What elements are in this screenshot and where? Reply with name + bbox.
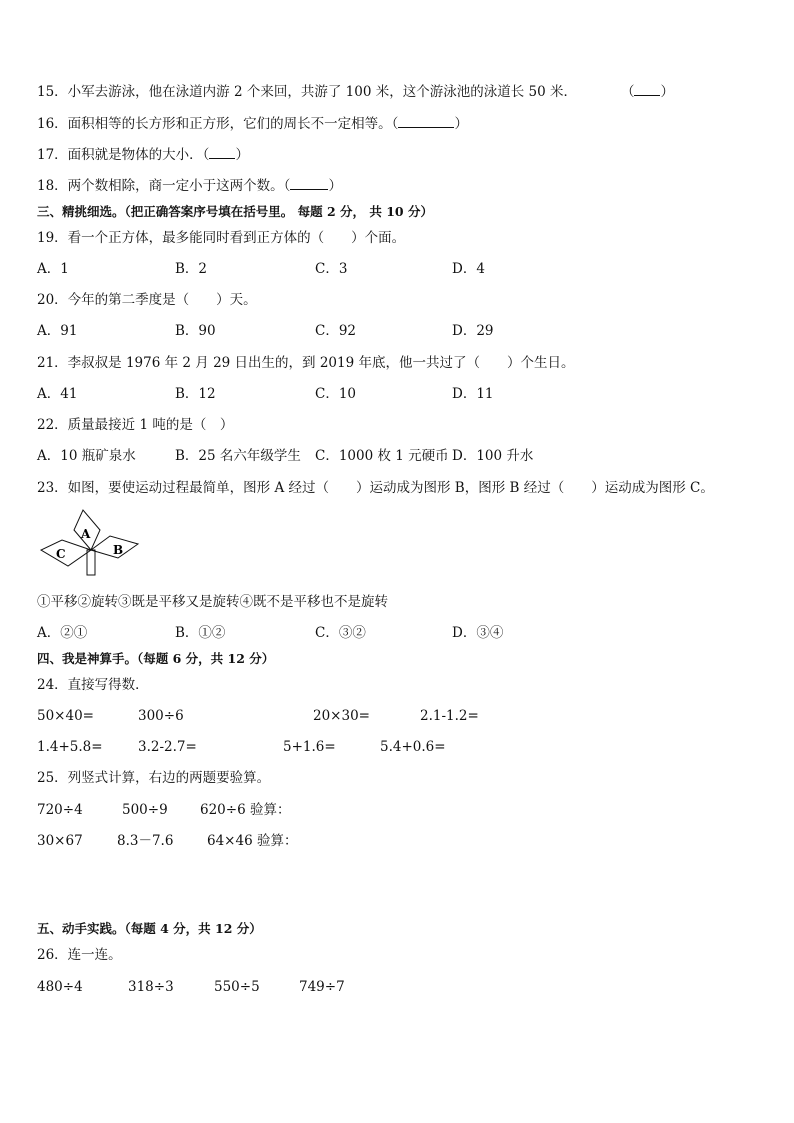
expression: 480÷4 xyxy=(37,979,83,995)
option-b[interactable]: B．25 名六年级学生 xyxy=(175,448,301,464)
expression: 620÷6 验算： xyxy=(200,802,291,818)
expression: 720÷4 xyxy=(37,802,83,818)
option-d[interactable]: D．③④ xyxy=(452,625,504,641)
section-4-title: 四、我是神算手。（每题 6 分，共 12 分） xyxy=(37,651,275,666)
expression: 1.4+5.8= xyxy=(37,739,103,755)
question-18-text: 18．两个数相除，商一定小于这两个数。（ xyxy=(37,178,291,194)
question-18: 18．两个数相除，商一定小于这两个数。（ ） xyxy=(37,178,342,194)
expression: 5+1.6= xyxy=(283,739,336,755)
rotation-figure xyxy=(38,508,142,578)
option-d[interactable]: D．4 xyxy=(452,261,485,277)
question-23-text: 23．如图，要使运动过程最简单，图形 A 经过（ ）运动成为图形 B，图形 B 经过（ ）运动成为图形 C。 xyxy=(37,480,714,496)
label-c: C xyxy=(56,547,66,561)
label-a: A xyxy=(81,527,91,541)
expression: 318÷3 xyxy=(128,979,174,995)
section-3-title: 三、精挑细选。（把正确答案序号填在括号里。 每题 2 分， 共 10 分） xyxy=(37,204,433,219)
question-22-text: 22．质量最接近 1 吨的是（ ） xyxy=(37,417,234,433)
answer-blank[interactable] xyxy=(290,177,328,190)
answer-blank[interactable] xyxy=(634,83,660,96)
option-a[interactable]: A．10 瓶矿泉水 xyxy=(37,448,136,464)
option-b[interactable]: B．12 xyxy=(175,386,216,402)
option-d[interactable]: D．11 xyxy=(452,386,494,402)
question-20-text: 20．今年的第二季度是（ ）天。 xyxy=(37,292,257,308)
expression: 300÷6 xyxy=(138,708,184,724)
question-19-text: 19．看一个正方体，最多能同时看到正方体的（ ）个面。 xyxy=(37,230,406,246)
stand-rectangle xyxy=(87,550,95,575)
expression: 5.4+0.6= xyxy=(380,739,446,755)
question-16: 16．面积相等的长方形和正方形，它们的周长不一定相等。（ ） xyxy=(37,116,468,132)
answer-blank[interactable] xyxy=(209,146,235,159)
option-a[interactable]: A．②① xyxy=(37,625,88,641)
option-c[interactable]: C．10 xyxy=(315,386,357,402)
option-d[interactable]: D．29 xyxy=(452,323,494,339)
expression: 2.1-1.2= xyxy=(420,708,479,724)
label-b: B xyxy=(113,543,124,557)
expression: 749÷7 xyxy=(299,979,345,995)
question-17: 17．面积就是物体的大小．（ ） xyxy=(37,147,249,163)
question-15-text: 15．小军去游泳，他在泳道内游 2 个来回，共游了 100 米，这个游泳池的泳道长 50 米． xyxy=(37,84,577,100)
option-a[interactable]: A．91 xyxy=(37,323,78,339)
expression: 64×46 验算： xyxy=(207,833,298,849)
expression: 20×30= xyxy=(313,708,370,724)
option-d[interactable]: D．100 升水 xyxy=(452,448,534,464)
question-24-text: 24．直接写得数． xyxy=(37,677,149,693)
question-17-text: 17．面积就是物体的大小．（ xyxy=(37,147,210,163)
q23-choices: ①平移②旋转③既是平移又是旋转④既不是平移也不是旋转 xyxy=(37,594,388,610)
option-c[interactable]: C．③② xyxy=(315,625,366,641)
expression: 30×67 xyxy=(37,833,83,849)
section-5-title: 五、动手实践。（每题 4 分，共 12 分） xyxy=(37,921,262,936)
option-c[interactable]: C．3 xyxy=(315,261,348,277)
question-15: 15．小军去游泳，他在泳道内游 2 个来回，共游了 100 米，这个游泳池的泳道长 50 米． （ ） xyxy=(37,84,674,100)
expression: 500÷9 xyxy=(122,802,168,818)
shape-c xyxy=(41,540,91,566)
option-b[interactable]: B．①② xyxy=(175,625,226,641)
expression: 50×40= xyxy=(37,708,94,724)
expression: 8.3－7.6 xyxy=(117,833,174,849)
expression: 550÷5 xyxy=(214,979,260,995)
option-b[interactable]: B．2 xyxy=(175,261,208,277)
answer-blank[interactable] xyxy=(398,115,454,128)
option-c[interactable]: C．92 xyxy=(315,323,357,339)
question-16-text: 16．面积相等的长方形和正方形，它们的周长不一定相等。（ xyxy=(37,116,399,132)
question-25-text: 25．列竖式计算，右边的两题要验算。 xyxy=(37,770,271,786)
question-26-text: 26．连一连。 xyxy=(37,947,122,963)
expression: 3.2-2.7= xyxy=(138,739,197,755)
option-a[interactable]: A．41 xyxy=(37,386,78,402)
question-21-text: 21．李叔叔是 1976 年 2 月 29 日出生的，到 2019 年底，他一共过了（ ）个生日。 xyxy=(37,355,575,371)
option-a[interactable]: A．1 xyxy=(37,261,69,277)
option-b[interactable]: B．90 xyxy=(175,323,216,339)
option-c[interactable]: C．1000 枚 1 元硬币 xyxy=(315,448,449,464)
